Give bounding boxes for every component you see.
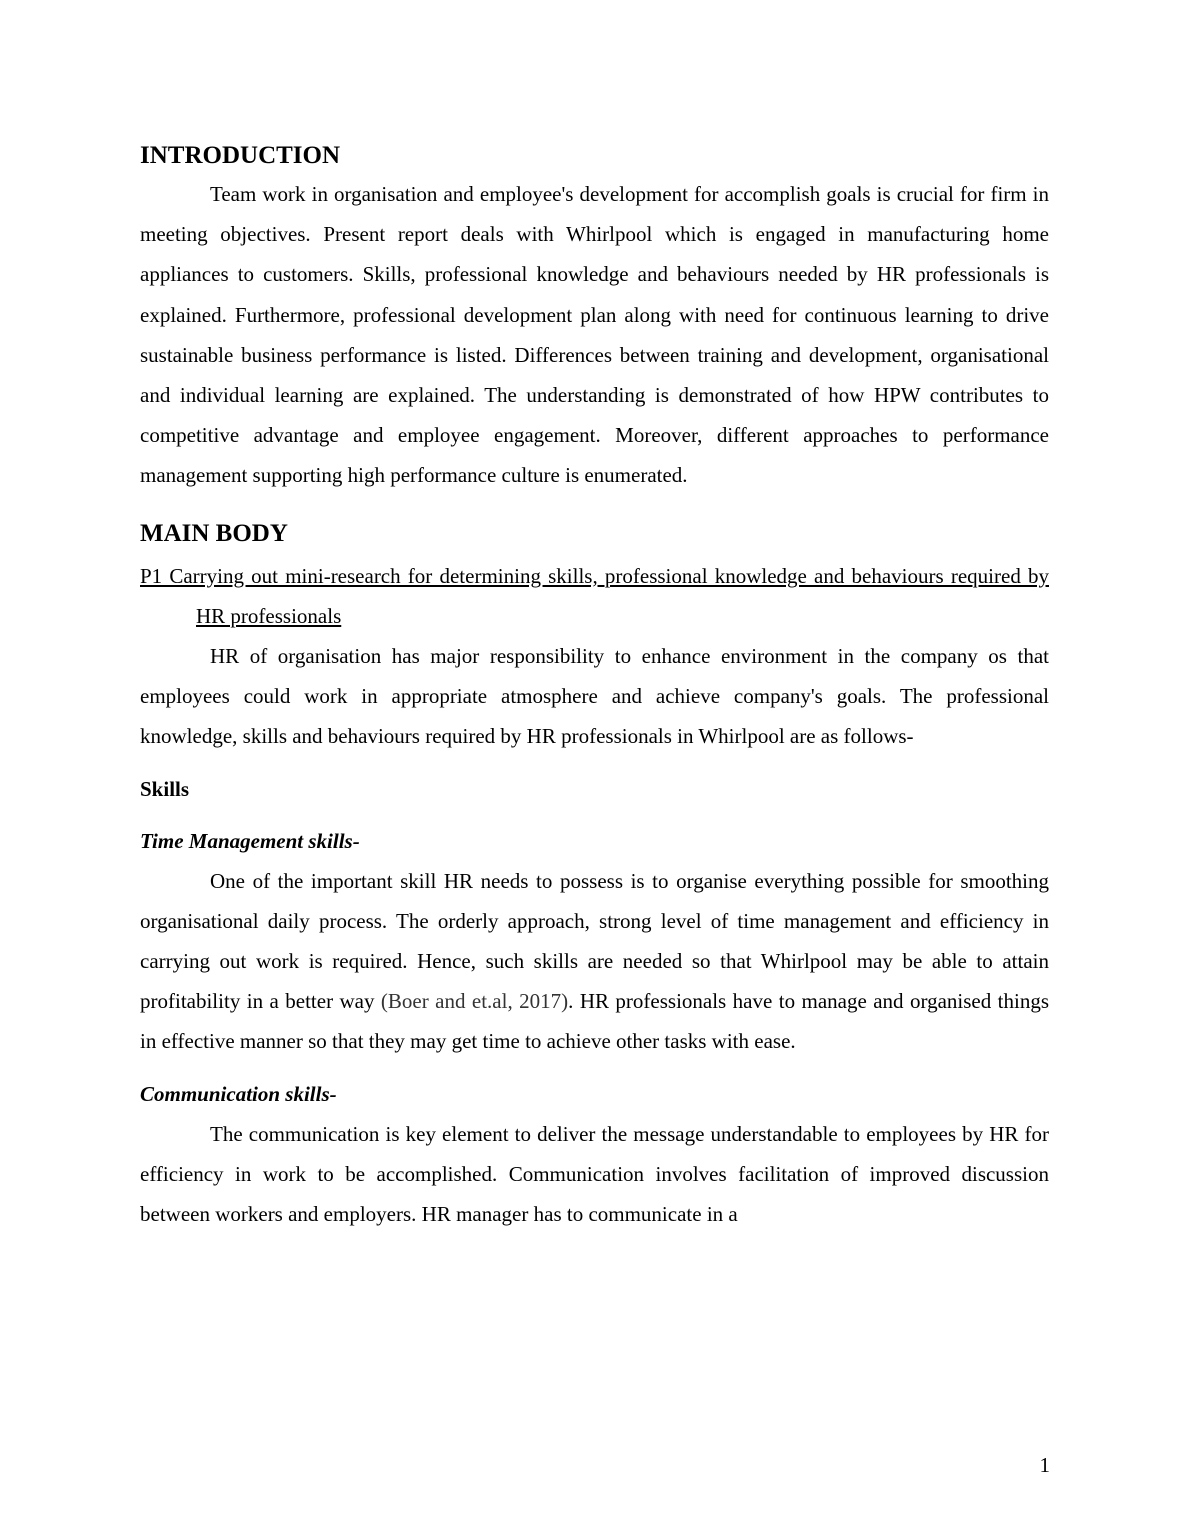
time-management-label: Time Management skills- bbox=[140, 828, 360, 853]
time-management-text-after: . HR professionals have to manage and organised things in effective manner so that they may get time to achieve other tasks with ease. bbox=[140, 989, 1049, 1054]
time-management-text-before: One of the important skill HR needs to possess is to organise everything possible for smoothing organisational daily process. The orderly approach, strong level of time management and efficiency in carrying out work is required. Hence, such skills are needed so that Whirlpool may be able to attain profitability in a better way bbox=[140, 868, 1049, 1014]
communication-label: Communication skills- bbox=[140, 1081, 337, 1106]
page-number: 1 bbox=[1039, 1453, 1050, 1477]
communication-paragraph: The communication is key element to deliver the message understandable to employees by HR for efficiency in work to be accomplished. Communication involves facilitation of improved discussion between workers and employers. HR manager has to communicate in a bbox=[140, 1121, 1049, 1227]
citation: (Boer and et.al, 2017) bbox=[380, 989, 569, 1014]
main-body-heading: MAIN BODY bbox=[140, 519, 288, 547]
p1-subheading: P1 Carrying out mini-research for determining skills, professional knowledge and behaviours required by HR professionals bbox=[140, 563, 1049, 628]
document-page bbox=[140, 138, 1049, 1234]
p1-paragraph: HR of organisation has major responsibility to enhance environment in the company os that employees could work in appropriate atmosphere and achieve company's goals. The professional knowledge, skills and behaviours required by HR professionals in Whirlpool are as follows- bbox=[140, 644, 1049, 749]
introduction-heading: INTRODUCTION bbox=[140, 142, 341, 169]
introduction-paragraph: Team work in organisation and employee's development for accomplish goals is crucial for firm in meeting objectives. Present report deals with Whirlpool which is engaged in manufacturing home appliances to customers. Skills, professional knowledge and behaviours needed by HR professionals is explained. Furthermore, professional development plan along with need for continuous learning to drive sustainable business performance is listed. Differences between training and development, organisational and individual learning are explained. The understanding is demonstrated of how HPW contributes to competitive advantage and employee engagement. Moreover, different approaches to performance management supporting high performance culture is enumerated. bbox=[140, 182, 1049, 488]
time-management-paragraph bbox=[140, 861, 1049, 1062]
skills-label: Skills bbox=[140, 776, 190, 801]
